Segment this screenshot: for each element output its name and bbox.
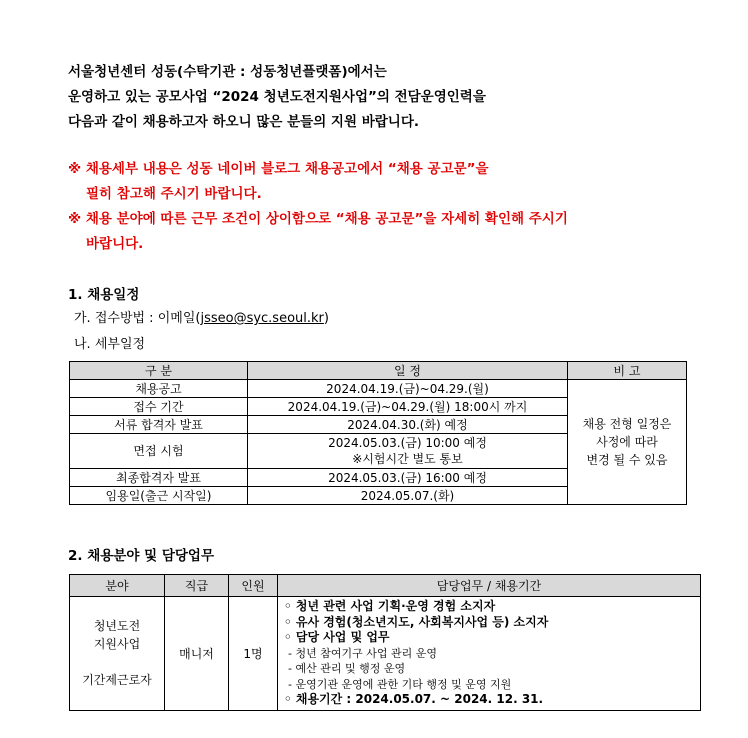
header-count: 인원: [229, 575, 278, 597]
job-field: [70, 597, 165, 711]
duty-item: ◦ 청년 관련 사업 기획·운영 경험 소지자: [284, 599, 496, 613]
row-date: 2024.04.19.(금)~04.29.(월) 18:00시 까지: [248, 398, 568, 416]
row-date: 2024.04.30.(화) 예정: [248, 416, 568, 434]
note-line: 사정에 따라: [596, 435, 658, 449]
method-close: ): [323, 311, 329, 326]
job-count: 1명: [229, 597, 278, 711]
field-line: 청년도전: [93, 619, 141, 634]
schedule-table: [69, 361, 687, 505]
notice-line: 바랍니다.: [86, 236, 144, 252]
row-category: 서류 합격자 발표: [70, 416, 248, 434]
job-rank: 매니저: [165, 597, 229, 711]
intro-line: 운영하고 있는 공모사업 “2024 청년도전지원사업”의 전담운영인력을: [68, 89, 486, 105]
task-item: - 청년 참여기구 사업 관리 운영: [288, 646, 437, 660]
row-category: 면접 시험: [70, 434, 248, 469]
detail-schedule-label: 나. 세부일정: [74, 337, 146, 352]
notice-block: [68, 157, 708, 257]
row-date: 2024.04.19.(금)~04.29.(월): [248, 380, 568, 398]
note-line: 채용 전형 일정은: [582, 417, 672, 431]
notice-line: ※ 채용세부 내용은 성동 네이버 블로그 채용공고에서 “채용 공고문”을: [68, 161, 489, 177]
schedule-note: [568, 380, 687, 505]
jobs-table: [69, 574, 701, 711]
section2-title: 2. 채용분야 및 담당업무: [68, 548, 214, 564]
note-line: 변경 될 수 있음: [586, 453, 668, 467]
intro-text: [68, 60, 708, 135]
table-header-row: [70, 362, 687, 380]
row-date-line: ※시험시간 별도 통보: [352, 452, 463, 466]
row-date-line: 2024.05.03.(금) 10:00 예정: [328, 436, 487, 450]
duty-item: ◦ 담당 사업 및 업무: [284, 630, 390, 644]
header-category: 구 분: [70, 362, 248, 380]
row-category: 임용일(출근 시작일): [70, 487, 248, 505]
duty-item: ◦ 유사 경험(청소년지도, 사회복지사업 등) 소지자: [284, 614, 549, 629]
task-item: - 운영기관 운영에 관한 기타 행정 및 운영 지원: [288, 677, 512, 691]
section1-title: 1. 채용일정: [68, 287, 140, 303]
header-note: 비 고: [568, 362, 687, 380]
hiring-period: ◦ 채용기간 : 2024.05.07. ~ 2024. 12. 31.: [284, 692, 544, 706]
row-date: 2024.05.07.(화): [248, 487, 568, 505]
intro-line: 서울청년센터 성동(수탁기관 : 성동청년플랫폼)에서는: [68, 64, 387, 80]
row-date: 2024.05.03.(금) 16:00 예정: [248, 469, 568, 487]
method-line: [74, 307, 329, 326]
field-line: 지원사업: [93, 637, 141, 652]
notice-line: 필히 참고해 주시기 바랍니다.: [86, 186, 262, 202]
row-category: 채용공고: [70, 380, 248, 398]
email-link[interactable]: jsseo@syc.seoul.kr: [200, 311, 324, 326]
row-date: [248, 434, 568, 469]
header-duties: 담당업무 / 채용기간: [278, 575, 701, 597]
header-field: 분야: [70, 575, 165, 597]
job-duties: [278, 597, 701, 711]
notice-line: ※ 채용 분야에 따른 근무 조건이 상이함으로 “채용 공고문”을 자세히 확인해 주시기: [68, 211, 568, 227]
method-label: 가. 접수방법 : 이메일(: [74, 311, 201, 326]
header-date: 일 정: [248, 362, 568, 380]
intro-line: 다음과 같이 채용하고자 하오니 많은 분들의 지원 바랍니다.: [68, 114, 420, 130]
header-rank: 직급: [165, 575, 229, 597]
field-line: 기간제근로자: [82, 673, 152, 688]
table-row: [70, 380, 687, 398]
row-category: 최종합격자 발표: [70, 469, 248, 487]
table-row: [70, 597, 701, 711]
task-item: - 예산 관리 및 행정 운영: [288, 662, 406, 675]
table-header-row: [70, 575, 701, 597]
row-category: 접수 기간: [70, 398, 248, 416]
